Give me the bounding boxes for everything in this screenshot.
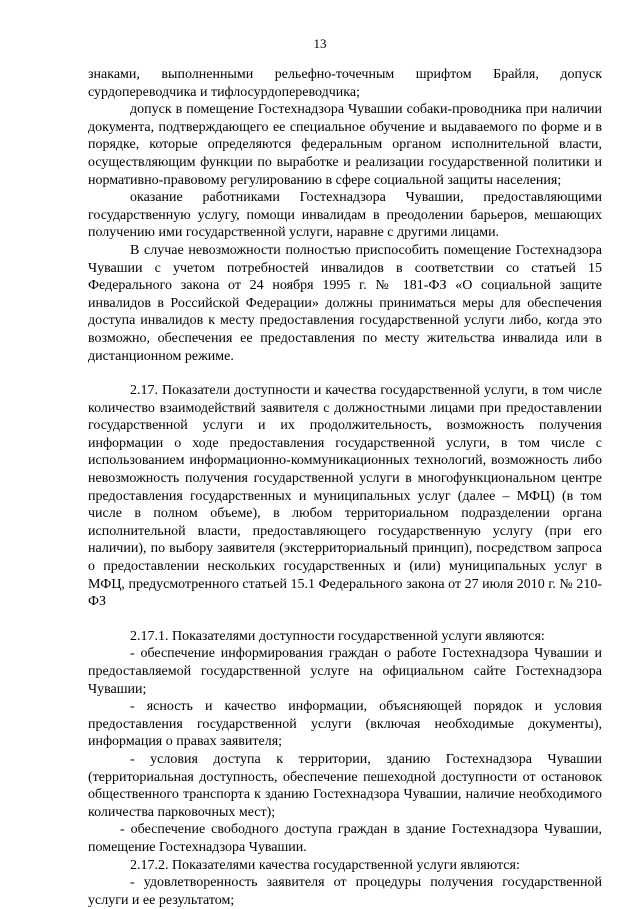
paragraph: - обеспечение информирования граждан о работе Гостехнадзора Чувашии и предоставляемой государственной услуге на официальном сайте Гостехнадзора Чувашии; xyxy=(88,646,602,697)
paragraph: - ясность и качество информации, объясняющей порядок и условия предоставления государственной услуги (включая необходимые документы), информация о правах заявителя; xyxy=(88,699,602,750)
paragraph: знаками, выполненными рельефно-точечным шрифтом Брайля, допуск сурдопереводчика и тифлосурдопереводчика; xyxy=(88,67,602,100)
paragraph: 2.17. Показатели доступности и качества государственной услуги, в том числе количество взаимодействий заявителя с должностными лицами при предоставлении государственной услуги и их продолжительность, возможность получения информации о ходе предоставления государственной услуги, в том числе с использованием информационно-коммуникационных технологий, возможность либо невозможность получения государственной услуги в многофункциональном центре предоставления государственных и муниципальных услуг (далее – МФЦ) (в том числе в полном объеме), в любом территориальном подразделении органа исполнительной власти, предоставляющего государственную услугу (при его наличии), по выбору заявителя (экстерриториальный принцип), посредством запроса о предоставлении нескольких государственных и (или) муниципальных услуг в МФЦ, предусмотренного статьей 15.1 Федерального закона от 27 июля 2010 г. № 210-ФЗ xyxy=(88,383,602,610)
document-body xyxy=(88,66,602,909)
paragraph: допуск в помещение Гостехнадзора Чувашии собаки-проводника при наличии документа, подтверждающего ее специальное обучение и выдаваемого по форме и в порядке, которые определяются федеральным органом исполнительной власти, осуществляющим функции по выработке и реализации государственной политики и нормативно-правовому регулированию в сфере социальной защиты населения; xyxy=(88,102,602,188)
paragraph: 2.17.1. Показателями доступности государственной услуги являются: xyxy=(130,628,545,644)
paragraph: 2.17.2. Показателями качества государственной услуги являются: xyxy=(130,857,520,873)
paragraph: - условия доступа к территории, зданию Гостехнадзора Чувашии (территориальная доступность, обеспечение пешеходной доступности от остановок общественного транспорта к зданию Гостехнадзора Чувашии, наличие необходимого количества парковочных мест); xyxy=(88,751,602,820)
paragraph: - удовлетворенность заявителя от процедуры получения государственной услуги и ее результатом; xyxy=(88,875,602,908)
paragraph: - обеспечение свободного доступа граждан в здание Гостехнадзора Чувашии, помещение Гостехнадзора Чувашии. xyxy=(88,822,602,855)
page-number: 13 xyxy=(313,36,327,51)
paragraph: В случае невозможности полностью приспособить помещение Гостехнадзора Чувашии с учетом потребностей инвалидов в соответствии со статьей 15 Федерального закона от 24 ноября 1995 г. № 181-ФЗ «О социальной защите инвалидов в Российской Федерации» должны приниматься меры для обеспечения доступа инвалидов к месту предоставления государственной услуги либо, когда это возможно, обеспечения ее предоставления по месту жительства инвалида или в дистанционном режиме. xyxy=(88,242,602,364)
paragraph: оказание работниками Гостехнадзора Чувашии, предоставляющими государственную услугу, помощи инвалидам в преодолении барьеров, мешающих получению ими государственной услуги, наравне с другими лицами. xyxy=(88,190,602,241)
